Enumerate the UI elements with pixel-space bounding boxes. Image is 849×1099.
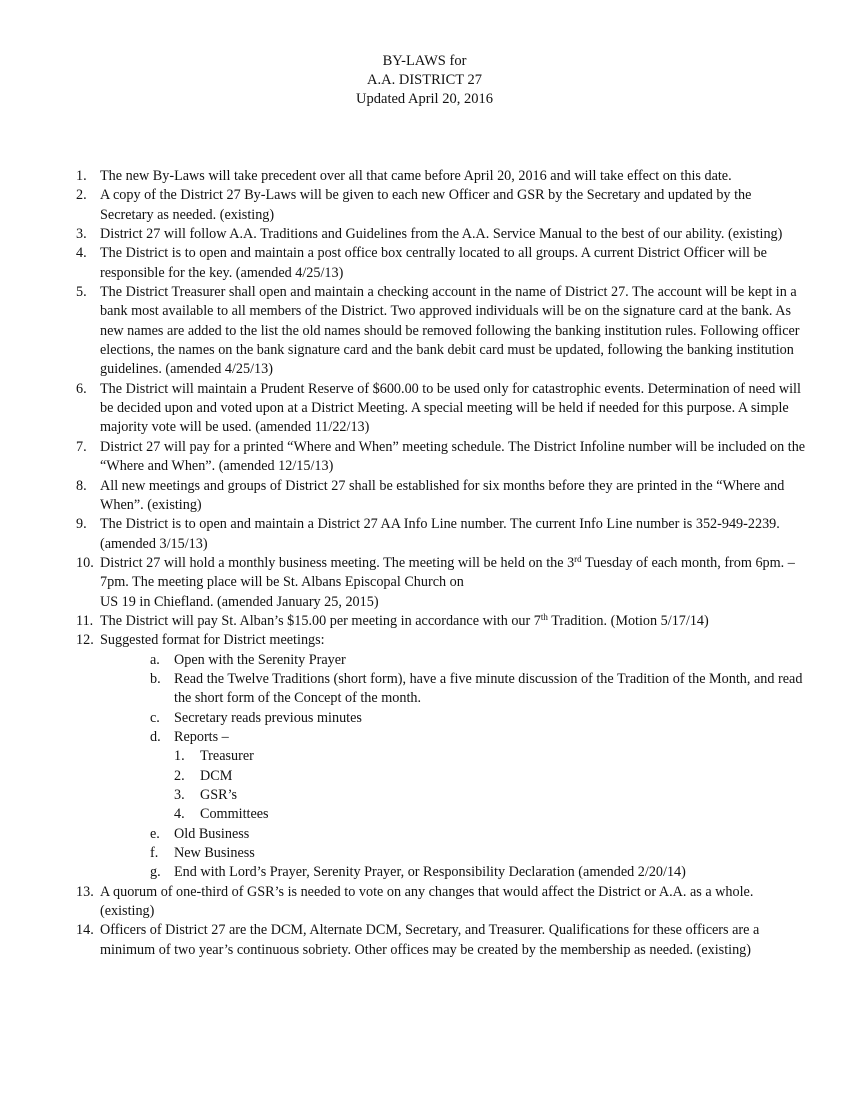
- item-text: District 27 will pay for a printed “Where and When” meeting schedule. The District Infoline number will be included on the “Where and When”. (amended 12/15/13): [100, 438, 806, 475]
- item-text: The new By-Laws will take precedent over all that came before April 20, 2016 and will take effect on this date.: [100, 168, 732, 184]
- item-number: 4.: [76, 245, 87, 262]
- bylaw-item-4: [76, 244, 806, 283]
- report-item: [76, 805, 806, 824]
- item-number: 3.: [76, 226, 87, 243]
- item-text-start: The District will pay St. Alban’s $15.00 per meeting in accordance with our 7: [100, 612, 541, 629]
- item-text-end: Tradition. (Motion 5/17/14): [547, 612, 709, 629]
- step-letter: e.: [150, 825, 160, 842]
- item-text: District 27 will follow A.A. Traditions and Guidelines from the A.A. Service Manual to the best of our ability. (existing): [100, 226, 783, 243]
- item-text: [100, 555, 795, 610]
- report-item: [76, 767, 806, 786]
- step-text: Reports –: [174, 728, 229, 745]
- format-step-b: [76, 670, 806, 709]
- step-letter: c.: [150, 709, 160, 726]
- item-text: All new meetings and groups of District 27 shall be established for six months before they are printed in the “Where and When”. (existing): [100, 477, 785, 513]
- report-text: GSR’s: [200, 787, 238, 803]
- item-text: A quorum of one-third of GSR’s is needed to vote on any changes that would affect the District or A.A. as a whole. (existing): [100, 883, 754, 920]
- format-step-g: [76, 863, 806, 882]
- item-number: 14.: [76, 922, 94, 939]
- item-number: 10.: [76, 554, 94, 571]
- format-step-a: [76, 651, 806, 670]
- item-text-start: District 27 will hold a monthly business meeting. The meeting will be held on the 3: [100, 554, 575, 571]
- report-number: 4.: [174, 806, 185, 823]
- bylaw-item-14: [76, 921, 806, 960]
- bylaw-item-11: [76, 612, 806, 631]
- item-number: 9.: [76, 516, 87, 533]
- item-text: The District is to open and maintain a post office box centrally located to all groups. A current District Officer will be responsible for the key. (amended 4/25/13): [100, 245, 767, 281]
- district-line: A.A. DISTRICT 27: [367, 72, 482, 88]
- item-text: Suggested format for District meetings:: [100, 632, 325, 649]
- item-text: Officers of District 27 are the DCM, Alternate DCM, Secretary, and Treasurer. Qualifications for these officers are a minimum of two year’s continuous sobriety. Other offices may be created by the membership as needed. (existing): [100, 922, 760, 958]
- step-letter: a.: [150, 651, 160, 668]
- step-text: Read the Twelve Traditions (short form), have a five minute discussion of the Tradition of the Month, and read the short form of the Concept of the month.: [174, 670, 803, 707]
- report-number: 1.: [174, 748, 185, 765]
- bylaw-item-7: [76, 438, 806, 477]
- document-header: [0, 52, 849, 109]
- format-step-e: [76, 825, 806, 844]
- item-number: 6.: [76, 380, 87, 397]
- step-text: Old Business: [174, 825, 250, 842]
- bylaw-item-2: [76, 186, 806, 225]
- item-text: The District will maintain a Prudent Reserve of $600.00 to be used only for catastrophic events. Determination of need will be decided upon and voted upon at a District Meeting. A special meeting will be held if needed for this purpose. A simple majority vote will be used. (amended 11/22/13): [100, 380, 801, 436]
- bylaw-item-13: [76, 883, 806, 922]
- bylaw-item-1: [76, 167, 806, 186]
- report-number: 3.: [174, 787, 185, 803]
- report-text: Committees: [200, 806, 269, 823]
- step-letter: b.: [150, 670, 161, 687]
- step-text: End with Lord’s Prayer, Serenity Prayer, or Responsibility Declaration (amended 2/20/14): [174, 864, 686, 881]
- item-number: 1.: [76, 168, 87, 184]
- step-text: New Business: [174, 845, 255, 862]
- bylaw-item-12: [76, 631, 806, 650]
- item-text: The District is to open and maintain a District 27 AA Info Line number. The current Info Line number is 352-949-2239. (amended 3/15/13): [100, 516, 780, 552]
- ordinal-suffix: rd: [574, 553, 582, 564]
- item-number: 2.: [76, 187, 87, 204]
- format-step-d: [76, 728, 806, 747]
- format-step-f: [76, 844, 806, 863]
- item-number: 5.: [76, 284, 87, 301]
- bylaw-item-6: [76, 380, 806, 438]
- report-item: [76, 747, 806, 766]
- bylaws-list: [76, 167, 806, 960]
- format-step-c: [76, 709, 806, 728]
- bylaw-item-10: [76, 554, 806, 612]
- item-number: 8.: [76, 477, 87, 494]
- title-line: BY-LAWS for: [382, 53, 467, 69]
- step-text: Secretary reads previous minutes: [174, 709, 362, 726]
- item-text: A copy of the District 27 By-Laws will be given to each new Officer and GSR by the Secretary and updated by the Secretary as needed. (existing): [100, 187, 752, 223]
- item-text: The District Treasurer shall open and maintain a checking account in the name of District 27. The account will be kept in a bank most available to all members of the District. Two approved individuals will be on the signature card at the bank. As new names are added to the list the old names should be removed following the banking institution rules. Following officer elections, the names on the bank signature card and the bank debit card must be updated, following the banking institution guidelines. (amended 4/25/13): [100, 284, 800, 378]
- step-letter: d.: [150, 728, 161, 745]
- report-number: 2.: [174, 767, 185, 784]
- item-number: 11.: [76, 612, 94, 629]
- step-text: Open with the Serenity Prayer: [174, 651, 346, 668]
- item-number: 12.: [76, 632, 94, 649]
- bylaw-item-8: [76, 477, 806, 516]
- updated-date: Updated April 20, 2016: [356, 91, 493, 107]
- report-item: [76, 786, 806, 805]
- step-letter: g.: [150, 864, 161, 881]
- item-number: 13.: [76, 883, 94, 900]
- item-text: [100, 613, 709, 629]
- item-number: 7.: [76, 438, 87, 455]
- bylaw-item-3: [76, 225, 806, 244]
- step-letter: f.: [150, 845, 159, 862]
- report-text: Treasurer: [200, 748, 254, 765]
- item-text-line2: US 19 in Chiefland. (amended January 25, 2015): [100, 593, 379, 610]
- bylaw-item-9: [76, 515, 806, 554]
- bylaw-item-5: [76, 283, 806, 380]
- report-text: DCM: [200, 767, 233, 784]
- item-text-end: Tuesday of each month, from 6pm. – 7pm. The meeting place will be St. Albans Episcopal Church on: [100, 554, 795, 591]
- ordinal-suffix: th: [540, 611, 548, 622]
